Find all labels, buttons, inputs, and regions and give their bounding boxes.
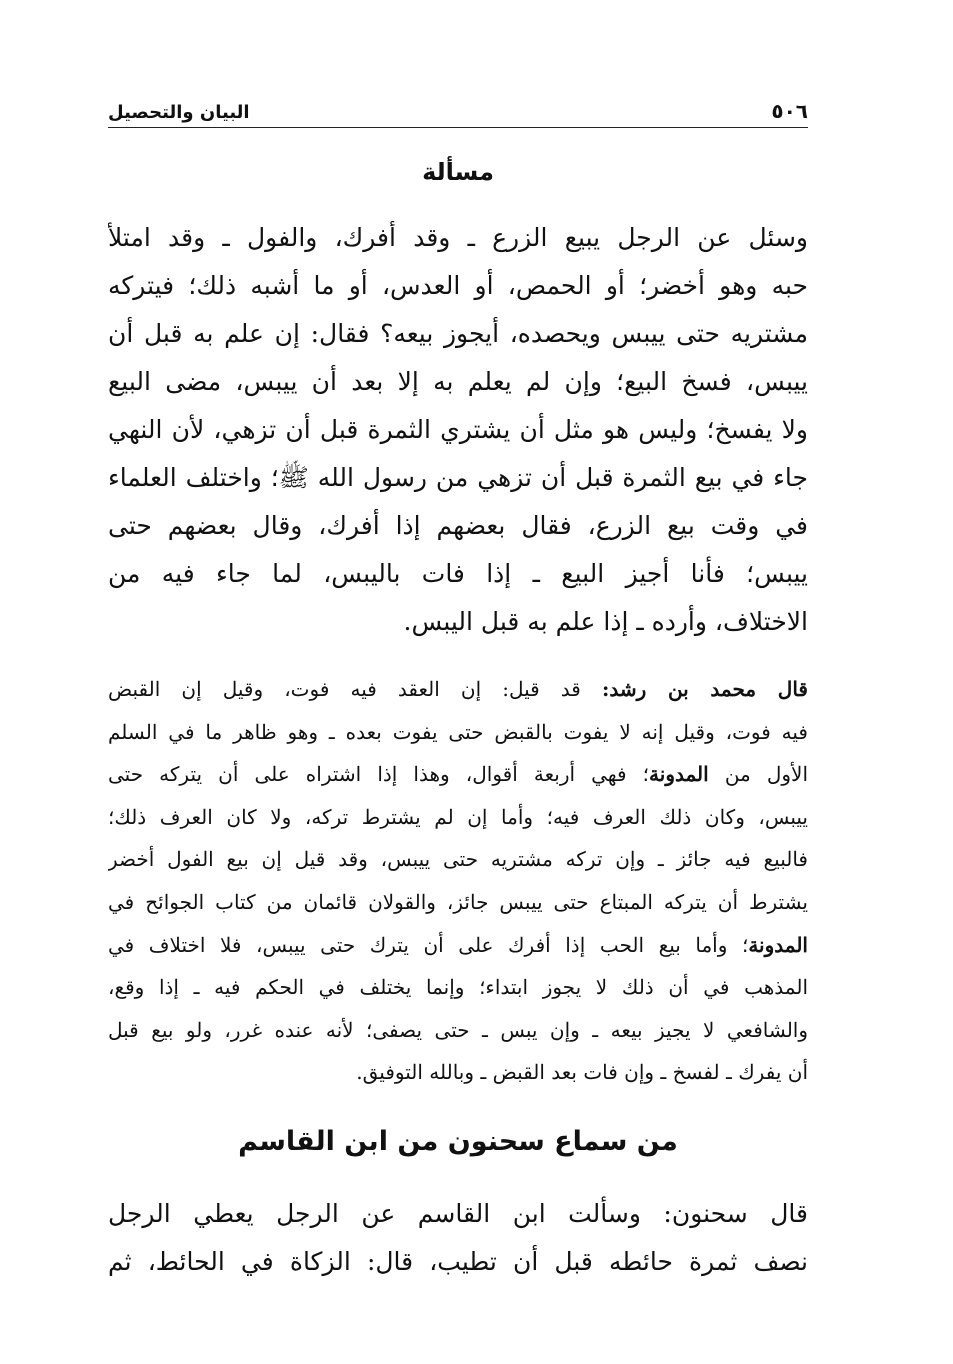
text-line: فالبيع فيه جائز ـ وإن تركه مشتريه حتى ييبس، وقد قيل إن بيع الفول أخضر [108, 847, 808, 872]
commentary-paragraph [108, 668, 808, 1094]
sahnun-paragraph [108, 1190, 808, 1286]
text-line: أن يفرك ـ لفسخ ـ وإن فات بعد القبض ـ وبالله التوفيق. [356, 1060, 808, 1085]
question-paragraph [108, 214, 808, 646]
text-line: ولا يفسخ؛ وليس هو مثل أن يشتري الثمرة قبل أن تزهي، لأن النهي [108, 415, 808, 444]
text-line [108, 924, 808, 967]
commentator-name: قال محمد بن رشد: [601, 677, 808, 701]
text-line: نصف ثمرة حائطه قبل أن تطيب، قال: الزكاة في الحائط، ثم [108, 1247, 808, 1276]
text-line: وسئل عن الرجل يبيع الزرع ـ وقد أفرك، والفول ـ وقد امتلأ [108, 223, 808, 252]
text-line: جاء في بيع الثمرة قبل أن تزهي من رسول الله ﷺ؛ واختلف العلماء [108, 463, 808, 492]
text-line: مشتريه حتى ييبس ويحصده، أيجوز بيعه؟ فقال: إن علم به قبل أن [108, 319, 808, 348]
text-line: حبه وهو أخضر؛ أو الحمص، أو العدس، أو ما أشبه ذلك؛ فيتركه [108, 271, 808, 300]
text-line: في وقت بيع الزرع، فقال بعضهم إذا أفرك، وقال بعضهم حتى [108, 511, 808, 540]
text-line: يشترط أن يتركه المبتاع حتى ييبس جائز، والقولان قائمان من كتاب الجوائح في [108, 889, 808, 914]
text-line: ييبس، فسخ البيع؛ وإن لم يعلم به إلا بعد أن ييبس، مضى البيع [108, 367, 808, 396]
text-line: ييبس؛ فأنا أجيز البيع ـ إذا فات باليبس، لما جاء فيه من [108, 559, 808, 588]
text-line: فيه فوت، وقيل إنه لا يفوت بالقبض حتى يفوت بعده ـ وهو ظاهر ما في السلم [108, 719, 808, 744]
running-header [108, 92, 808, 128]
section-heading-masala: مسألة [422, 158, 494, 186]
text-line [108, 668, 808, 711]
book-reference: المدونة [748, 932, 808, 957]
text-line: قال سحنون: وسألت ابن القاسم عن الرجل يعطي الرجل [108, 1199, 808, 1228]
page-number: ٥٠٦ [771, 99, 808, 123]
text-line: الاختلاف، وأرده ـ إذا علم به قبل اليبس. [403, 607, 808, 636]
book-reference: المدونة [649, 762, 709, 787]
text-line: والشافعي لا يجيز بيعه ـ وإن يبس ـ حتى يصفى؛ لأنه عنده غرر، ولو بيع قبل [108, 1017, 808, 1042]
text-segment: قد قيل: إن العقد فيه فوت، وقيل إن القبض [108, 677, 581, 701]
text-line [108, 753, 808, 796]
text-segment: ؛ وأما بيع الحب إذا أفرك على أن يترك حتى ييبس، فلا اختلاف في [108, 932, 749, 957]
text-segment: ؛ فهي أربعة أقوال، وهذا إذا اشتراه على أن يتركه حتى [108, 762, 650, 787]
book-title: البيان والتحصيل [108, 102, 250, 123]
text-segment: الأول من [724, 762, 808, 787]
text-line: المذهب في أن ذلك لا يجوز ابتداء؛ وإنما يختلف في الحكم فيه ـ إذا وقع، [108, 975, 808, 1000]
text-line: ييبس، وكان ذلك العرف فيه؛ وأما إن لم يشترط تركه، ولا كان العرف ذلك؛ [108, 804, 808, 829]
section-heading-sama: من سماع سحنون من ابن القاسم [238, 1126, 678, 1157]
